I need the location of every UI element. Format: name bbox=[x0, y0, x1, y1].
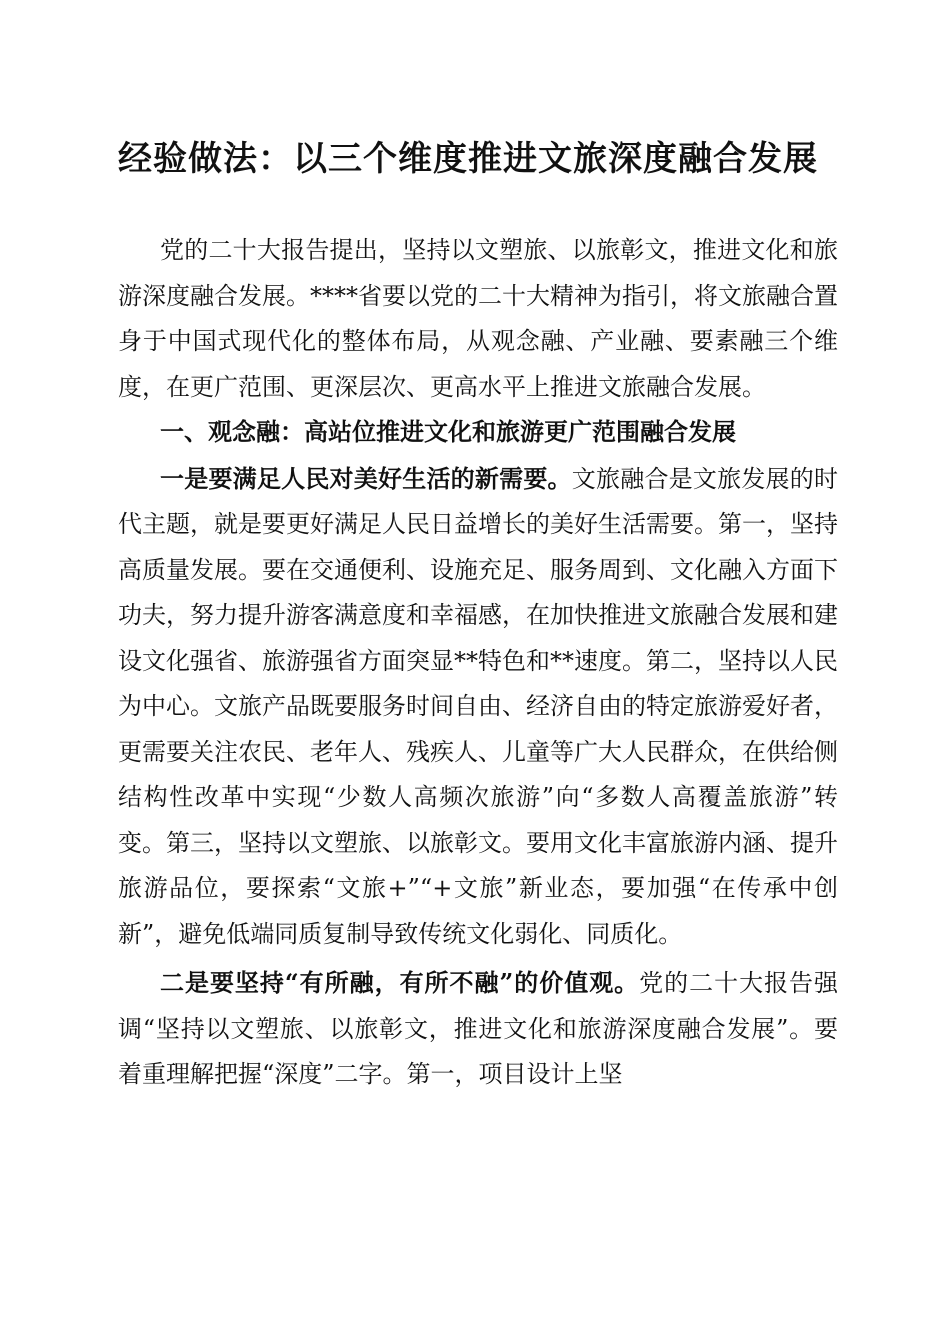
document-body bbox=[118, 228, 838, 1098]
paragraph-2-lead: 二是要坚持“有所融，有所不融”的价值观。 bbox=[160, 968, 640, 997]
paragraph-2 bbox=[118, 960, 838, 1098]
document-title: 经验做法：以三个维度推进文旅深度融合发展 bbox=[118, 139, 818, 179]
paragraph-2-body: 党的二十大报告强调“坚持以文塑旅、以旅彰文，推进文化和旅游深度融合发展”。要着重理解把握“深度”二字。第一，项目设计上坚 bbox=[118, 969, 839, 1088]
paragraph-1-lead: 一是要满足人民对美好生活的新需要。 bbox=[160, 463, 572, 493]
section-heading: 一、观念融：高站位推进文化和旅游更广范围融合发展 bbox=[160, 418, 736, 446]
intro-paragraph: 党的二十大报告提出，坚持以文塑旅、以旅彰文，推进文化和旅游深度融合发展。****省要以党的二十大精神为指引，将文旅融合置身于中国式现代化的整体布局，从观念融、产业融、要素融三个维度，在更广范围、更深层次、更高水平上推进文旅融合发展。 bbox=[118, 236, 838, 401]
paragraph-1 bbox=[118, 456, 838, 958]
paragraph-1-body: 文旅融合是文旅发展的时代主题，就是要更好满足人民日益增长的美好生活需要。第一，坚持高质量发展。要在交通便利、设施充足、服务周到、文化融入方面下功夫，努力提升游客满意度和幸福感，在加快推进文旅融合发展和建设文化强省、旅游强省方面突显**特色和**速度。第二，坚持以人民为中心。文旅产品既要服务时间自由、经济自由的特定旅游爱好者，更需要关注农民、老年人、残疾人、儿童等广大人民群众，在供给侧结构性改革中实现“少数人高频次旅游”向“多数人高覆盖旅游”转变。第三，坚持以文塑旅、以旅彰文。要用文化丰富旅游内涵、提升旅游品位，要探索“文旅+”“+文旅”新业态，要加强“在传承中创新”，避免低端同质复制导致传统文化弱化、同质化。 bbox=[118, 464, 839, 948]
